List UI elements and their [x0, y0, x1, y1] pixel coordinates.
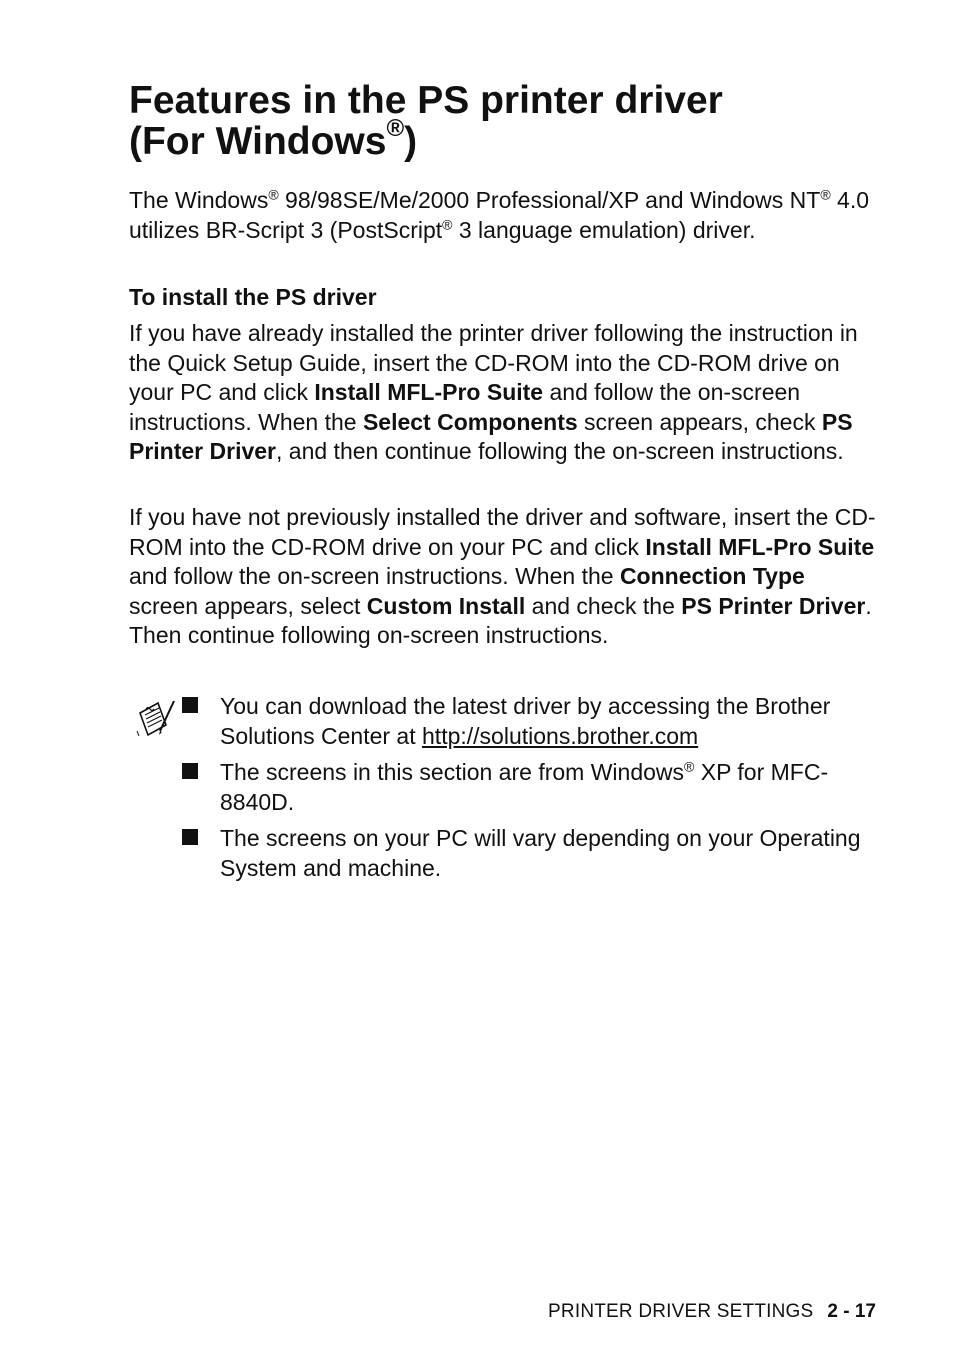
intro-text: 98/98SE/Me/2000 Professional/XP and Windows NT [278, 187, 821, 213]
paragraph-text: If you have not previously installed the driver and software, insert the CD-ROM into the CD-ROM drive on your PC and click [129, 504, 876, 560]
title-line-2-close: ) [404, 120, 418, 163]
paragraph-text: . Then continue following on-screen instructions. [129, 592, 872, 649]
ui-term-ps-printer-driver: PS Printer Driver [681, 592, 866, 619]
note-text: The screens on your PC will vary depending on your Operating System and machine. [220, 825, 861, 881]
paragraph-text: , and then continue following the on-screen instructions. [276, 438, 844, 465]
note-text [220, 692, 880, 751]
paragraph-text: and follow the on-screen instructions. When the [129, 379, 801, 435]
registered-mark: ® [820, 186, 831, 203]
page-title [129, 80, 889, 162]
paragraph-text: and check the [525, 592, 682, 619]
intro-text: 3 language emulation) driver. [452, 216, 756, 243]
note-text-body: You can download the latest driver by accessing the Brother Solutions Center at [220, 693, 831, 749]
paragraph-text: screen appears, select [129, 592, 367, 619]
ui-term-connection-type: Connection Type [619, 563, 805, 590]
page-number: 2 - 17 [827, 1301, 876, 1322]
title-line-1: Features in the PS printer driver [129, 79, 723, 122]
title-line-2-text: (For Windows [129, 120, 387, 163]
ui-term-ps-printer-driver: PS Printer Driver [129, 408, 853, 465]
paragraph-text: If you have already installed the printer driver following the instruction in the Quick Setup Guide, insert the CD-ROM into the CD-ROM drive on your PC and click [129, 320, 858, 406]
paragraph-text: screen appears, check [577, 408, 822, 435]
page-footer [548, 1300, 876, 1324]
ui-term-install-mfl-pro-suite: Install MFL-Pro Suite [645, 533, 875, 560]
intro-paragraph [129, 186, 879, 245]
install-paragraph-1 [129, 319, 879, 467]
note-pad-icon [136, 697, 176, 737]
intro-text: 4.0 utilizes BR-Script 3 (PostScript [129, 187, 870, 243]
registered-mark: ® [268, 186, 279, 203]
install-paragraph-2 [129, 503, 879, 651]
registered-mark: ® [442, 215, 453, 232]
note-text [220, 758, 880, 817]
registered-mark: ® [386, 115, 405, 142]
ui-term-install-mfl-pro-suite: Install MFL-Pro Suite [314, 379, 544, 406]
paragraph-text: and follow the on-screen instructions. When the [129, 563, 620, 590]
note-text-body: The screens in this section are from Windows [220, 759, 685, 785]
ui-term-custom-install: Custom Install [366, 592, 526, 619]
solutions-center-link[interactable]: http://solutions.brother.com [422, 722, 699, 749]
intro-text: The Windows [129, 187, 269, 213]
install-heading: To install the PS driver [129, 284, 377, 310]
note-text-body: XP for MFC-8840D. [220, 759, 829, 815]
square-bullet-icon [182, 829, 198, 845]
square-bullet-icon [182, 697, 198, 713]
footer-section-title: PRINTER DRIVER SETTINGS [548, 1301, 814, 1322]
square-bullet-icon [182, 763, 198, 779]
ui-term-select-components: Select Components [362, 408, 578, 435]
registered-mark: ® [684, 758, 695, 775]
